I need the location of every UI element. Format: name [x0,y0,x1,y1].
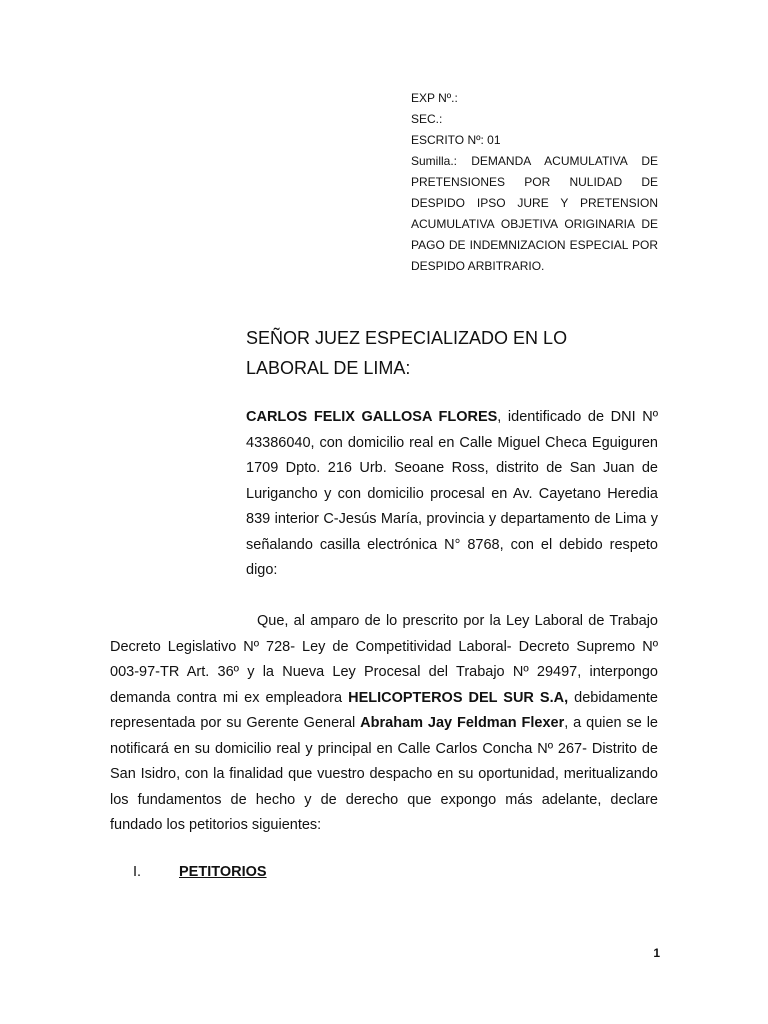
body-text-1: Que, al amparo de lo prescrito por la Ley Laboral de Trabajo Decreto Legislativo Nº 728- Ley de Competitividad Laboral- Decreto Supremo Nº 003-97-TR Art. 36º y la Nueva Ley Procesal del Trabajo Nº 29497, interpongo demanda contra mi ex empleadora [110,613,658,706]
addressee-heading [246,323,666,383]
addressee-line-1: SEÑOR JUEZ ESPECIALIZADO EN LO [246,328,568,348]
sumilla-text: Sumilla.: DEMANDA ACUMULATIVA DE PRETENSIONES POR NULIDAD DE DESPIDO IPSO JURE Y PRETENSION ACUMULATIVA OBJETIVA ORIGINARIA DE PAGO DE INDEMNIZACION ESPECIAL POR DESPIDO ARBITRARIO. [411,154,658,273]
section-number: I. [133,864,142,880]
intro-text: , identificado de DNI Nº 43386040, con domicilio real en Calle Miguel Checa Eguiguren 1709 Dpto. 216 Urb. Seoane Ross, distrito de San Juan de Lurigancho y con domicilio procesal en Av. Cayetano Heredia 839 interior C-Jesús María, provincia y departamento de Lima y señalando casilla electrónica N° 8768, con el debido respeto digo: [246,409,658,578]
escrito-line: ESCRITO Nº: 01 [411,133,501,147]
addressee-line-2: LABORAL DE LIMA: [246,358,411,378]
section-title: PETITORIOS [179,864,267,880]
general-manager-name: Abraham Jay Feldman Flexer [360,715,565,731]
body-text-2: debidamente representada por su Gerente General [110,689,658,731]
page-number: 1 [653,946,660,960]
body-text-3: , a quien se le notificará en su domicilio real y principal en Calle Carlos Concha Nº 267- Distrito de San Isidro, con la finalidad que vuestro despacho en su oportunidad, meritualizando los fundamentos de hecho y de derecho que expongo más adelante, declare fundado los petitorios siguientes: [110,715,658,833]
section-heading-petitorios [133,861,267,883]
exp-number-line: EXP Nº.: [411,91,458,105]
intro-paragraph [246,405,658,584]
sec-line: SEC.: [411,112,443,126]
plaintiff-name: CARLOS FELIX GALLOSA FLORES [246,409,498,425]
body-paragraph [110,609,658,839]
defendant-company: HELICOPTEROS DEL SUR S.A, [348,689,569,706]
case-header [411,88,658,277]
